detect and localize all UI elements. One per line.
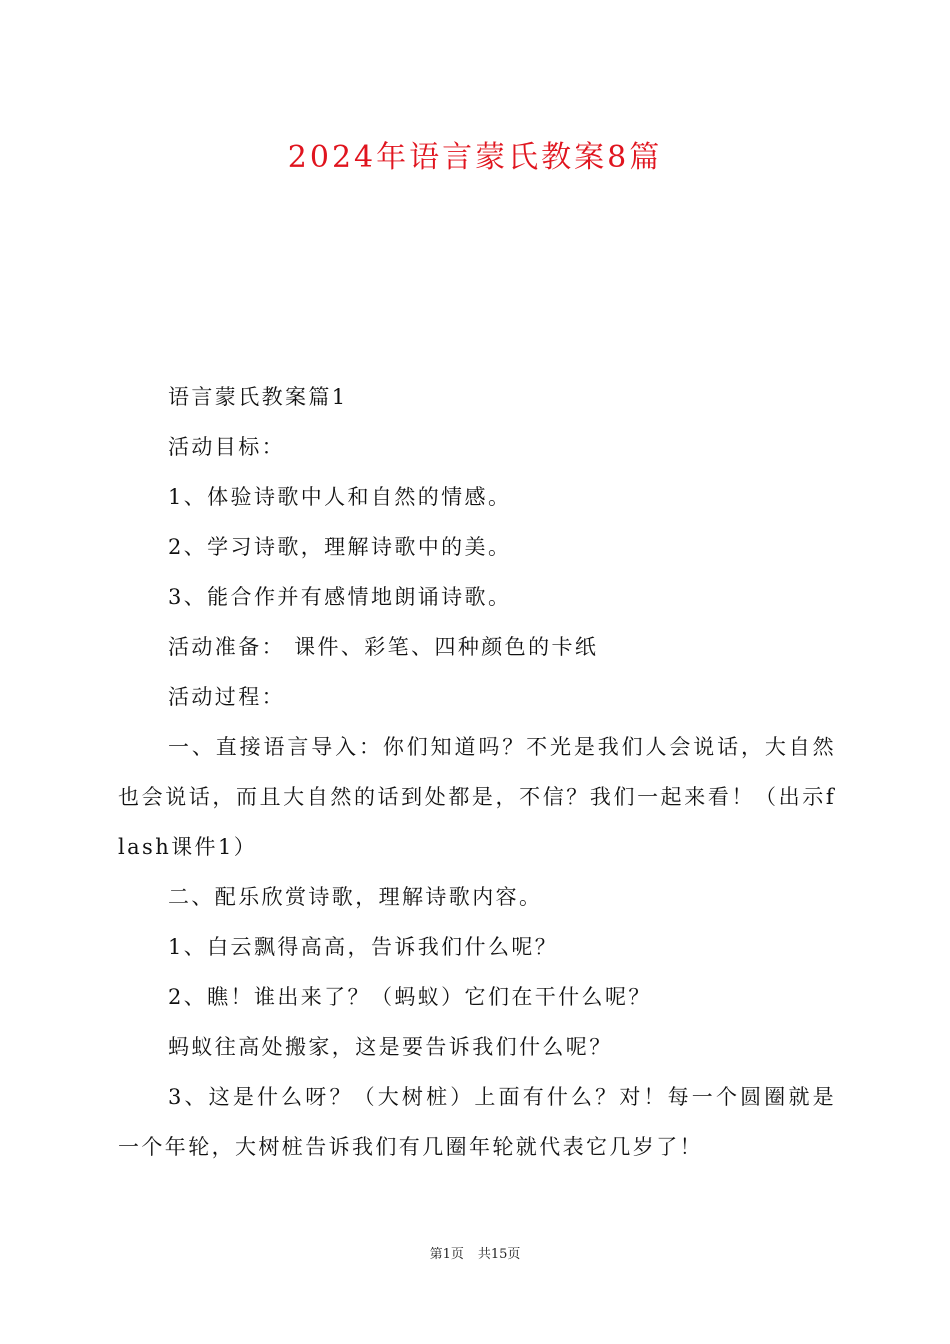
paragraph: 2、瞧！谁出来了？（蚂蚁）它们在干什么呢？: [168, 985, 652, 1009]
page-footer: [0, 1245, 950, 1265]
paragraph: 活动过程：: [168, 685, 285, 709]
paragraph: 二、配乐欣赏诗歌，理解诗歌内容。: [168, 885, 543, 909]
section-heading: 语言蒙氏教案篇1: [168, 385, 348, 409]
document-body: [118, 372, 836, 1172]
paragraph: 活动目标：: [168, 435, 285, 459]
paragraph: 1、白云飘得高高，告诉我们什么呢？: [168, 935, 559, 959]
paragraph: 3、能合作并有感情地朗诵诗歌。: [168, 585, 512, 609]
page-title: 2024年语言蒙氏教案8篇: [287, 140, 663, 175]
page-total: 共15页: [477, 1247, 521, 1262]
paragraph: 1、体验诗歌中人和自然的情感。: [168, 485, 512, 509]
paragraph: 2、学习诗歌，理解诗歌中的美。: [168, 535, 512, 559]
paragraph: 一、直接语言导入：你们知道吗？不光是我们人会说话，大自然也会说话，而且大自然的话到处都是，不信？我们一起来看！（出示flash课件1）: [118, 735, 836, 859]
paragraph: 活动准备： 课件、彩笔、四种颜色的卡纸: [168, 635, 599, 659]
paragraph: 3、这是什么呀？（大树桩）上面有什么？对！每一个圆圈就是一个年轮，大树桩告诉我们有几圈年轮就代表它几岁了！: [118, 1085, 836, 1159]
paragraph: 蚂蚁往高处搬家，这是要告诉我们什么呢？: [168, 1035, 613, 1059]
page-number: 第1页: [429, 1247, 464, 1262]
